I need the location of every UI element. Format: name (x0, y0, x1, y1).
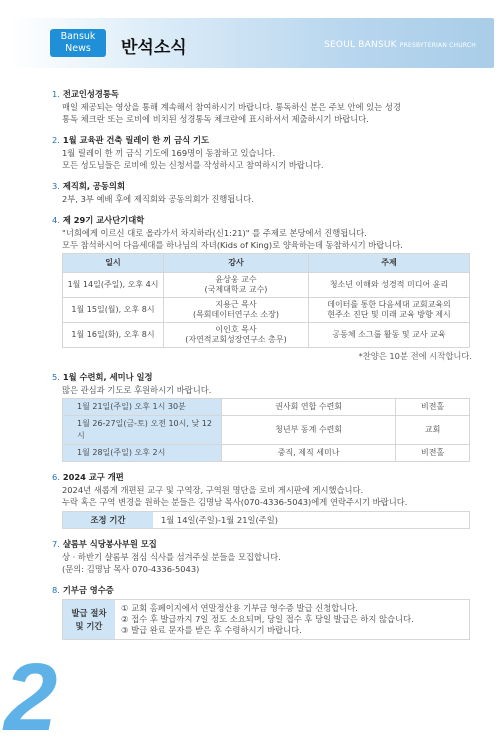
adjustment-period-label: 조정 기간 (63, 512, 153, 528)
schedule-time: 1월 28일(주일) 오후 2시 (63, 445, 222, 462)
section-title-text: 제직회, 공동의회 (62, 181, 125, 191)
church-name-sub: PRESBYTERIAN CHURCH (399, 42, 476, 49)
section-8 (52, 584, 472, 640)
section-title-text: 제 29기 교사단기대학 (62, 215, 145, 225)
retreat-schedule-table (62, 398, 470, 462)
section-title (52, 180, 472, 192)
church-name-main: SEOUL BANSUK (324, 40, 397, 50)
topic-cell (309, 323, 470, 348)
column-header: 주제 (309, 254, 470, 273)
receipt-procedure-box (62, 599, 470, 640)
adjustment-period-box (62, 511, 470, 529)
section-number: 2. (52, 135, 60, 145)
section-title-text: 전교인성경통독 (62, 89, 119, 99)
section-text: 매일 제공되는 영상을 통해 계속해서 참여하시기 바랍니다. 통독하신 분은 주보 안에 있는 성경 (62, 102, 401, 112)
speaker-cell (164, 323, 309, 348)
table-row (63, 323, 470, 348)
schedule-place: 비전홀 (396, 399, 470, 416)
church-name (324, 40, 476, 50)
table-row (63, 416, 470, 445)
table-header-row (63, 254, 470, 273)
topic-cell (309, 273, 470, 298)
speaker-name: 윤상웅 교수 (215, 275, 257, 284)
section-number: 4. (52, 215, 60, 225)
receipt-label-line: 및 기간 (75, 620, 103, 631)
schedule-event: 권사회 연합 수련회 (222, 399, 396, 416)
section-2 (52, 134, 472, 171)
section-text: 상 · 하반기 샬롬부 점심 식사를 섬겨주실 분들을 모집합니다. (62, 552, 281, 562)
page-number: 2 (4, 644, 58, 751)
section-title-text: 1월 교육관 건축 릴레이 한 끼 금식 기도 (62, 135, 210, 145)
section-text: "너희에게 이르신 대로 올라가서 차지하라(신1:21)" 를 주제로 본당에서 진행됩니다. (62, 228, 367, 238)
table-row (63, 298, 470, 323)
teacher-college-table (62, 253, 470, 348)
table-row (63, 399, 470, 416)
section-title (52, 538, 472, 550)
section-title (52, 88, 472, 100)
section-number: 3. (52, 181, 60, 191)
column-header: 일시 (63, 254, 164, 273)
receipt-step: ② 접수 후 발급까지 7일 정도 소요되며, 당일 접수 후 당일 발급은 하지 않습니다. (121, 614, 414, 624)
section-title (52, 471, 472, 483)
page-header (10, 18, 494, 68)
schedule-time: 1월 21일(주일) 오후 1시 30분 (63, 399, 222, 416)
section-title (52, 134, 472, 146)
section-number: 8. (52, 585, 60, 595)
schedule-event: 청년부 동계 수련회 (222, 416, 396, 445)
receipt-step: ③ 발급 완료 문자를 받은 후 수령하시기 바랍니다. (121, 625, 302, 635)
table-row (63, 445, 470, 462)
schedule-event: 중직, 제직 세미나 (222, 445, 396, 462)
column-header: 강사 (164, 254, 309, 273)
section-text: 2부, 3부 예배 후에 제직회와 공동의회가 진행됩니다. (62, 194, 254, 204)
section-text: (문의: 김명남 목사 070-4336-5043) (62, 564, 200, 574)
section-text: 모든 성도님들은 로비에 있는 신청서를 작성하시고 참여하시기 바랍니다. (62, 160, 324, 170)
topic-line: 청소년 이해와 성경적 미디어 윤리 (329, 280, 449, 289)
section-title (52, 371, 472, 383)
schedule-place: 교회 (396, 416, 470, 445)
date-cell: 1월 16일(화), 오후 8시 (63, 323, 164, 348)
badge-line-1: Bansuk (60, 31, 96, 42)
section-text: 2024년 새롭게 개편된 교구 및 구역장, 구역원 명단을 로비 게시판에 게시했습니다. (62, 485, 364, 495)
badge-line-2: News (65, 43, 91, 54)
section-7 (52, 538, 472, 575)
section-title-text: 1월 수련회, 세미나 일정 (62, 372, 153, 382)
announcements (52, 88, 472, 649)
section-text: 누락 혹은 구역 변경을 원하는 분들은 김명남 목사(070-4336-5043)에게 연락주시기 바랍니다. (62, 497, 408, 507)
section-1 (52, 88, 472, 125)
section-number: 7. (52, 539, 60, 549)
section-title (52, 584, 472, 596)
section-text: 통독 체크란 또는 로비에 비치된 성경통독 체크란에 표시하셔서 제출하시기 바랍니다. (62, 114, 369, 124)
speaker-affiliation: (국제대학교 교수) (204, 285, 268, 294)
topic-cell (309, 298, 470, 323)
section-title-text: 2024 교구 개편 (62, 472, 124, 482)
section-5 (52, 371, 472, 462)
speaker-cell (164, 298, 309, 323)
receipt-label-line: 발급 절차 (71, 607, 107, 618)
section-text: 모두 참석하시어 다음세대를 하나님의 자녀(Kids of King)로 양육하는데 동참하시기 바랍니다. (62, 240, 403, 250)
receipt-step: ① 교회 홈페이지에서 연말정산용 기부금 영수증 발급 신청합니다. (121, 603, 358, 613)
table-row (63, 273, 470, 298)
schedule-place: 비전홀 (396, 445, 470, 462)
section-title-text: 샬롬부 식당봉사부원 모집 (62, 539, 157, 549)
schedule-time: 1월 26-27일(금-토) 오전 10시, 낮 12시 (63, 416, 222, 445)
receipt-procedure-steps (115, 600, 420, 639)
bansuk-news-badge (50, 29, 106, 57)
section-text: 1월 릴레이 한 끼 금식 기도에 169명이 동참하고 있습니다. (62, 148, 276, 158)
topic-line: 데이터를 통한 다음세대 교회교육의 (327, 300, 451, 309)
section-title-text: 기부금 영수증 (62, 585, 114, 595)
section-4 (52, 214, 472, 362)
praise-note: *찬양은 10분 전에 시작합니다. (358, 351, 472, 361)
date-cell: 1월 14일(주일), 오후 4시 (63, 273, 164, 298)
section-6 (52, 471, 472, 529)
speaker-cell (164, 273, 309, 298)
speaker-affiliation: (목회데이터연구소 소장) (192, 310, 280, 319)
topic-line: 현주소 진단 및 미래 교육 방향 제시 (327, 310, 451, 319)
topic-line: 공동체 소그룹 활동 및 교사 교육 (332, 330, 446, 339)
section-title (52, 214, 472, 226)
section-text: 많은 관심과 기도로 후원하시기 바랍니다. (62, 385, 212, 395)
section-number: 6. (52, 472, 60, 482)
adjustment-period-value: 1월 14일(주일)-1월 21일(주일) (161, 515, 279, 525)
section-number: 5. (52, 372, 60, 382)
speaker-affiliation: (자연적교회성장연구소 총무) (185, 335, 287, 344)
section-3 (52, 180, 472, 205)
speaker-name: 이인호 목사 (215, 325, 257, 334)
date-cell: 1월 15일(월), 오후 8시 (63, 298, 164, 323)
page-title: 반석소식 (121, 38, 187, 58)
receipt-procedure-label (63, 600, 115, 639)
speaker-name: 지용근 목사 (215, 300, 257, 309)
section-number: 1. (52, 89, 60, 99)
